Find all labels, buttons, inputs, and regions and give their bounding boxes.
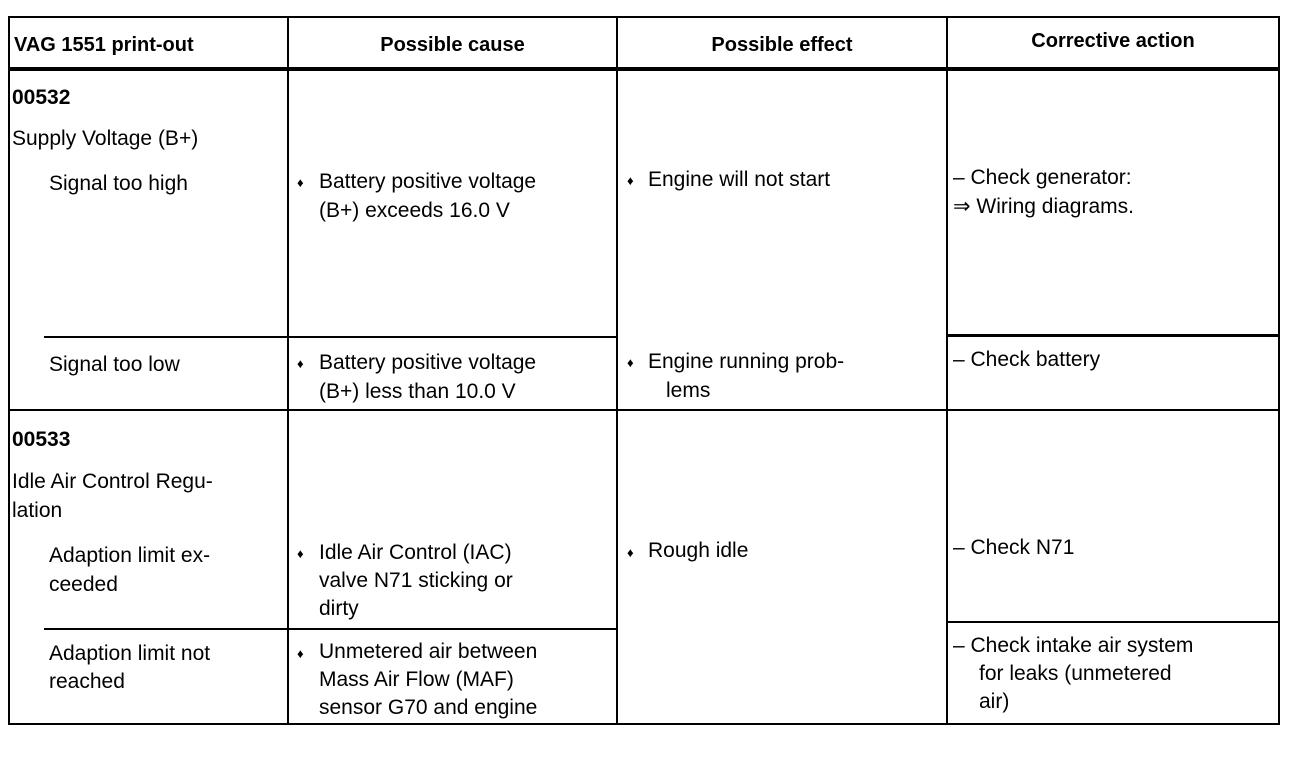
header-possible-effect: Possible effect <box>711 34 853 56</box>
bullet-icon: ♦ <box>627 173 634 188</box>
bullet-icon: ♦ <box>297 646 304 661</box>
cause-line: Mass Air Flow (MAF) <box>319 668 514 691</box>
header-rule <box>8 67 1280 71</box>
cause-line: (B+) exceeds 16.0 V <box>319 199 510 222</box>
action-line: – Check generator: <box>953 166 1132 189</box>
column-divider-3 <box>946 16 948 725</box>
column-divider-1 <box>287 16 289 725</box>
cause-line: (B+) less than 10.0 V <box>319 380 516 403</box>
cause-line: Battery positive voltage <box>319 351 537 374</box>
row-divider-a-action <box>946 334 1280 337</box>
cause-line: dirty <box>319 597 359 620</box>
effect-line: lems <box>666 379 711 402</box>
fault-name-supply-voltage: Supply Voltage (B+) <box>12 127 199 150</box>
action-check-battery: – Check battery <box>953 348 1101 371</box>
cause-line: Unmetered air between <box>319 640 538 663</box>
fault-code-00532: 00532 <box>12 86 71 109</box>
action-check-n71: – Check N71 <box>953 536 1075 559</box>
fault-code-00533: 00533 <box>12 428 71 451</box>
action-line: – Check intake air system <box>953 634 1194 657</box>
symptom-signal-too-low: Signal too low <box>49 353 180 376</box>
header-corrective-action: Corrective action <box>1031 30 1195 52</box>
row-divider-b-action <box>946 621 1280 623</box>
symptom-line: ceeded <box>49 573 118 596</box>
symptom-line: Adaption limit not <box>49 642 211 665</box>
cause-line: Battery positive voltage <box>319 170 537 193</box>
bullet-icon: ♦ <box>627 355 634 370</box>
symptom-line: reached <box>49 670 125 693</box>
bullet-icon: ♦ <box>627 545 634 560</box>
effect-line: Engine running prob- <box>648 350 845 373</box>
header-possible-cause: Possible cause <box>380 34 525 56</box>
action-line: ⇒ Wiring diagrams. <box>953 195 1134 218</box>
fault-name-line: lation <box>12 499 63 522</box>
bullet-icon: ♦ <box>297 175 304 190</box>
symptom-signal-too-high: Signal too high <box>49 172 188 195</box>
table-border-top <box>8 16 1280 18</box>
column-divider-2 <box>616 16 618 725</box>
action-line: for leaks (unmetered <box>979 662 1172 685</box>
bullet-icon: ♦ <box>297 546 304 561</box>
row-divider-a <box>44 336 617 338</box>
cause-line: sensor G70 and engine <box>319 696 538 719</box>
effect-engine-will-not-start: Engine will not start <box>648 168 831 191</box>
table-border-left <box>8 16 10 725</box>
action-line: air) <box>979 690 1010 713</box>
effect-rough-idle: Rough idle <box>648 539 749 562</box>
table-border-bottom <box>8 723 1280 725</box>
row-divider-b <box>44 628 617 630</box>
symptom-line: Adaption limit ex- <box>49 544 211 567</box>
cause-line: Idle Air Control (IAC) <box>319 541 512 564</box>
group-divider <box>8 409 1280 411</box>
table-border-right <box>1278 16 1280 725</box>
fault-name-line: Idle Air Control Regu- <box>12 470 213 493</box>
header-vag-printout: VAG 1551 print-out <box>14 34 194 56</box>
fault-code-table <box>8 16 1280 725</box>
bullet-icon: ♦ <box>297 356 304 371</box>
cause-line: valve N71 sticking or <box>319 569 513 592</box>
